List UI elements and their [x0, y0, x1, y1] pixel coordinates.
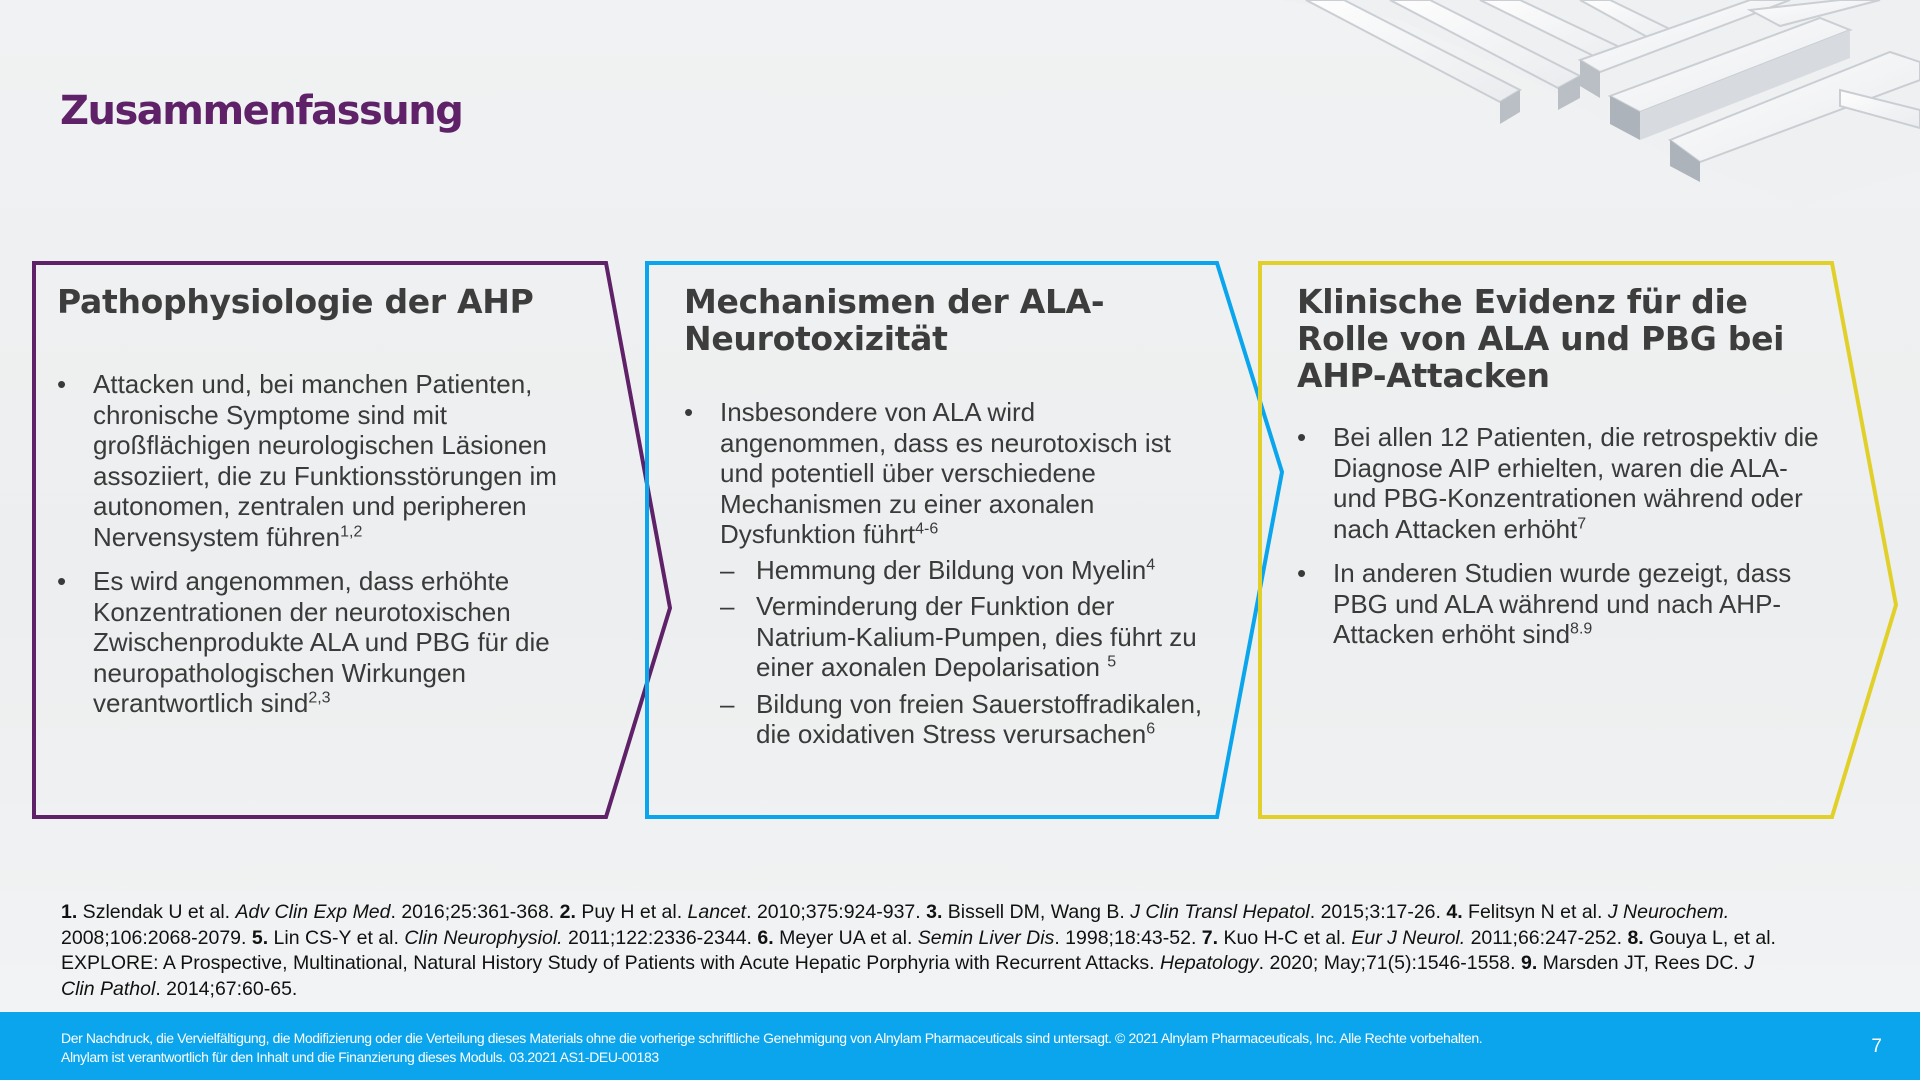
bullet-list	[1297, 422, 1827, 650]
box-heading: Pathophysiologie der AHP	[57, 282, 534, 321]
reference-item: 4. Felitsyn N et al. J Neurochem. 2008;106:2068-2079.	[61, 901, 1730, 949]
box-klinische-evidenz	[1297, 283, 1827, 664]
sub-list-item: – Bildung von freien Sauerstoffradikalen, die oxidativen Stress verursachen$^6$	[720, 689, 1204, 750]
list-item: • In anderen Studien wurde gezeigt, dass PBG und ALA während und nach AHP-Attacken erhöht sind$^{8.9}$	[1297, 558, 1827, 650]
reference-item: 6. Meyer UA et al. Semin Liver Dis. 1998;18:43-52.	[757, 926, 1202, 949]
maze-illustration	[1280, 0, 1920, 250]
reference-item: 1. Szlendak U et al. Adv Clin Exp Med. 2016;25:361-368.	[61, 901, 560, 923]
box-heading: Mechanismen der ALA- Neurotoxizität	[684, 282, 1105, 358]
page-number: 7	[1871, 1036, 1882, 1057]
list-item: • Es wird angenommen, dass erhöhte Konzentrationen der neurotoxischen Zwischenprodukte ALA und PBG für die neuropathologischen Wirkungen verantwortlich sind$^{2,3}$	[57, 566, 592, 719]
reference-item: 3. Bissell DM, Wang B. J Clin Transl Hepatol. 2015;3:17-26.	[926, 901, 1447, 923]
sub-list-item: – Hemmung der Bildung von Myelin$^4$	[720, 555, 1204, 586]
sub-list	[720, 555, 1204, 750]
reference-item: 9. Marsden JT, Rees DC. J Clin Pathol. 2014;67:60-65.	[61, 952, 1754, 1000]
slide-title: Zusammenfassung	[60, 88, 463, 134]
sub-list-item: – Verminderung der Funktion der Natrium-Kalium-Pumpen, dies führt zu einer axonalen Depolarisation $^5$	[720, 591, 1204, 683]
bullet-list	[684, 397, 1204, 750]
box-heading: Klinische Evidenz für die Rolle von ALA und PBG bei AHP-Attacken	[1297, 282, 1785, 395]
box-pathophysiologie	[57, 283, 592, 733]
box-mechanismen	[684, 283, 1204, 764]
footer-bar	[0, 1012, 1920, 1080]
list-item: • Attacken und, bei manchen Patienten, chronische Symptome sind mit großflächigen neurologischen Läsionen assoziiert, die zu Funktionsstörungen im autonomen, zentralen und peripheren Nervensystem führen$^{1,2}$	[57, 369, 592, 552]
reference-item: 7. Kuo H-C et al. Eur J Neurol. 2011;66:247-252.	[1201, 926, 1628, 949]
reference-item: 5. Lin CS-Y et al. Clin Neurophysiol. 2011;122:2336-2344.	[251, 926, 758, 949]
list-item: • Bei allen 12 Patienten, die retrospektiv die Diagnose AIP erhielten, waren die ALA- und PBG-Konzentrationen während oder nach Attacken erhöht$^7$	[1297, 422, 1827, 544]
legal-notice: Der Nachdruck, die Vervielfältigung, die Modifizierung oder die Verteilung dieses Materials ohne die vorherige schriftliche Genehmigung von Alnylam Pharmaceuticals sind untersagt. © 2021 Alnylam Pharmaceuticals, Inc. Alle Rechte vorbehalten. Alnylam ist verantwortlich für den Inhalt und die Finanzierung dieses Moduls. 03.2021 AS1-DEU-00183	[61, 1030, 1483, 1065]
reference-item: 2. Puy H et al. Lancet. 2010;375:924-937.	[559, 901, 927, 923]
bullet-list	[57, 369, 592, 719]
references	[61, 900, 1791, 1002]
list-item: • Insbesondere von ALA wird angenommen, dass es neurotoxisch ist und potentiell über verschiedene Mechanismen zu einer axonalen Dysfunktion führt$^{4-6}$ – Hemmung der Bildung von Myelin$^4$ – Verminderung der Funktion der Natrium-Kalium-Pumpen, dies führt zu einer axonalen Depolarisation $^5$ – Bildung von freien Sauerstoffradikalen, die oxidativen Stress verursachen$^6$	[684, 397, 1204, 750]
reference-item: 8. Gouya L, et al. EXPLORE: A Prospective, Multinational, Natural History Study of Patients with Acute Hepatic Porphyria with Recurrent Attacks. Hepatology. 2020; May;71(5):1546-1558.	[61, 926, 1776, 974]
